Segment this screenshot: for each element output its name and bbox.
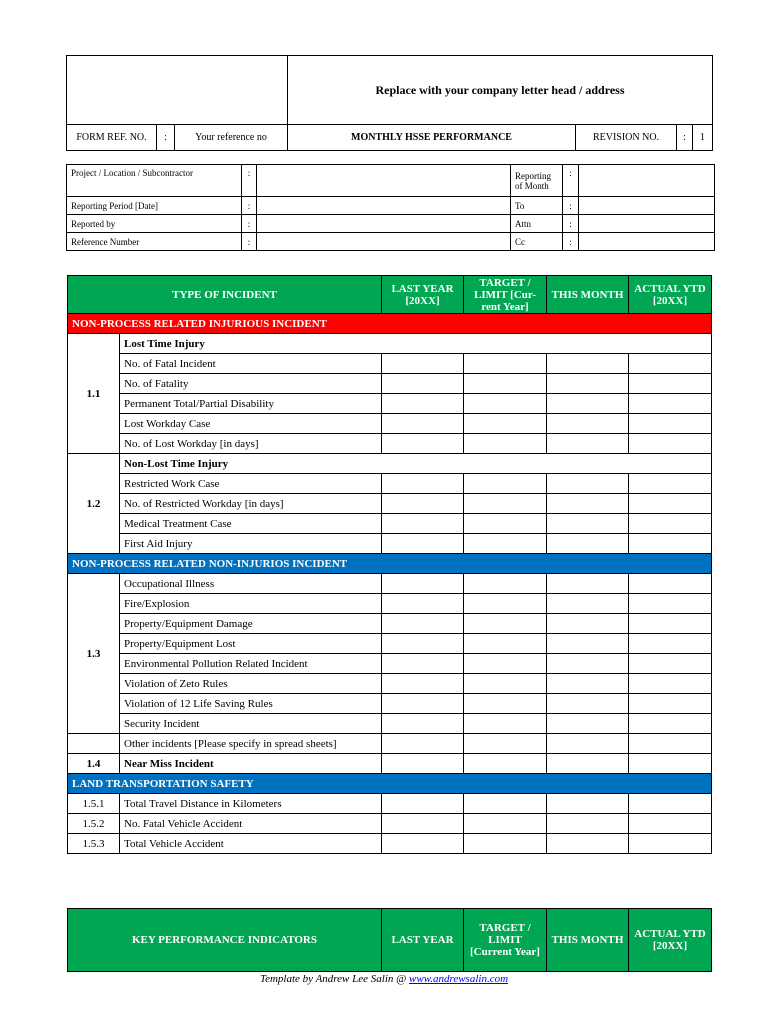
cell-input[interactable] xyxy=(464,734,547,754)
row-label: Other incidents [Please specify in spread sheets] xyxy=(120,734,382,754)
cell-input[interactable] xyxy=(629,394,712,414)
kpi-header-title: KEY PERFORMANCE INDICATORS xyxy=(68,909,382,972)
logo-area xyxy=(67,56,288,125)
cell-input[interactable] xyxy=(629,574,712,594)
cell-input[interactable] xyxy=(464,654,547,674)
cell-input[interactable] xyxy=(547,374,629,394)
header-this-month: THIS MONTH xyxy=(547,276,629,314)
colon: : xyxy=(563,197,579,215)
cell-input[interactable] xyxy=(547,574,629,594)
cell-input[interactable] xyxy=(464,394,547,414)
cell-input[interactable] xyxy=(629,434,712,454)
to-label: To xyxy=(511,197,563,215)
cell-input[interactable] xyxy=(464,474,547,494)
cell-input[interactable] xyxy=(464,614,547,634)
cell-input[interactable] xyxy=(382,674,464,694)
section-non-injurious: NON-PROCESS RELATED NON-INJURIOS INCIDENT xyxy=(68,554,712,574)
cell-input[interactable] xyxy=(464,594,547,614)
row-label: Total Vehicle Accident xyxy=(120,834,382,854)
project-label: Project / Location / Subcontractor xyxy=(67,165,242,197)
cell-input[interactable] xyxy=(382,794,464,814)
subheading-non-lost-time-injury: Non-Lost Time Injury xyxy=(120,454,712,474)
cell-input[interactable] xyxy=(382,514,464,534)
cell-input[interactable] xyxy=(629,514,712,534)
incident-table xyxy=(67,275,712,854)
cell-input[interactable] xyxy=(629,494,712,514)
cell-input[interactable] xyxy=(464,634,547,654)
cell-input[interactable] xyxy=(382,654,464,674)
cc-label: Cc xyxy=(511,233,563,251)
cell-input[interactable] xyxy=(382,734,464,754)
cell-input[interactable] xyxy=(547,414,629,434)
cell-input[interactable] xyxy=(629,814,712,834)
row-label: Lost Workday Case xyxy=(120,414,382,434)
section-injurious: NON-PROCESS RELATED INJURIOUS INCIDENT xyxy=(68,314,712,334)
row-label: Medical Treatment Case xyxy=(120,514,382,534)
cell-input[interactable] xyxy=(629,634,712,654)
cell-input[interactable] xyxy=(464,794,547,814)
cell-input[interactable] xyxy=(382,574,464,594)
cell-input[interactable] xyxy=(629,794,712,814)
header-actual-ytd: ACTUAL YTD [20XX] xyxy=(629,276,712,314)
cell-input[interactable] xyxy=(464,494,547,514)
cell-input[interactable] xyxy=(629,674,712,694)
row-label: First Aid Injury xyxy=(120,534,382,554)
cell-input[interactable] xyxy=(464,694,547,714)
cell-input[interactable] xyxy=(464,574,547,594)
cell-input[interactable] xyxy=(382,474,464,494)
reporting-month-field[interactable] xyxy=(579,165,715,197)
document-title: MONTHLY HSSE PERFORMANCE xyxy=(288,125,576,151)
cell-input[interactable] xyxy=(382,394,464,414)
header-last-year: LAST YEAR [20XX] xyxy=(382,276,464,314)
cell-input[interactable] xyxy=(382,754,464,774)
colon: : xyxy=(242,233,257,251)
colon: : xyxy=(242,165,257,197)
reporting-period-field[interactable] xyxy=(257,197,511,215)
row-number: 1.4 xyxy=(68,754,120,774)
row-number-empty xyxy=(68,734,120,754)
kpi-table xyxy=(67,908,712,972)
cell-input[interactable] xyxy=(382,414,464,434)
revision-label: REVISION NO. xyxy=(576,125,677,151)
reporting-month-label: Reporting of Month xyxy=(511,165,563,197)
cell-input[interactable] xyxy=(547,794,629,814)
cell-input[interactable] xyxy=(629,834,712,854)
cell-input[interactable] xyxy=(547,614,629,634)
cell-input[interactable] xyxy=(629,714,712,734)
cell-input[interactable] xyxy=(464,674,547,694)
row-number: 1.1 xyxy=(68,334,120,454)
colon: : xyxy=(563,233,579,251)
cell-input[interactable] xyxy=(464,434,547,454)
attn-field[interactable] xyxy=(579,215,715,233)
cell-input[interactable] xyxy=(547,354,629,374)
kpi-header-last-year: LAST YEAR xyxy=(382,909,464,972)
cell-input[interactable] xyxy=(547,514,629,534)
cell-input[interactable] xyxy=(547,694,629,714)
colon: : xyxy=(157,125,175,151)
reference-value[interactable]: Your reference no xyxy=(175,125,288,151)
cell-input[interactable] xyxy=(629,694,712,714)
cell-input[interactable] xyxy=(464,354,547,374)
cell-input[interactable] xyxy=(629,734,712,754)
kpi-header-target: TARGET / LIMIT [Current Year] xyxy=(464,909,547,972)
row-number: 1.5.3 xyxy=(68,834,120,854)
reporting-period-label: Reporting Period [Date] xyxy=(67,197,242,215)
subheading-lost-time-injury: Lost Time Injury xyxy=(120,334,712,354)
cell-input[interactable] xyxy=(464,514,547,534)
cell-input[interactable] xyxy=(629,474,712,494)
cell-input[interactable] xyxy=(547,594,629,614)
cell-input[interactable] xyxy=(547,734,629,754)
cell-input[interactable] xyxy=(547,494,629,514)
attn-label: Attn xyxy=(511,215,563,233)
cell-input[interactable] xyxy=(547,434,629,454)
colon: : xyxy=(563,215,579,233)
cell-input[interactable] xyxy=(464,534,547,554)
row-number: 1.5.2 xyxy=(68,814,120,834)
kpi-header-this-month: THIS MONTH xyxy=(547,909,629,972)
reference-number-field[interactable] xyxy=(257,233,511,251)
form-ref-label: FORM REF. NO. xyxy=(67,125,157,151)
cell-input[interactable] xyxy=(547,394,629,414)
cell-input[interactable] xyxy=(629,414,712,434)
colon: : xyxy=(242,215,257,233)
cell-input[interactable] xyxy=(547,714,629,734)
cell-input[interactable] xyxy=(382,434,464,454)
row-label: Security Incident xyxy=(120,714,382,734)
cell-input[interactable] xyxy=(629,654,712,674)
cell-input[interactable] xyxy=(547,654,629,674)
cell-input[interactable] xyxy=(464,714,547,734)
cell-input[interactable] xyxy=(464,754,547,774)
company-letterhead: Replace with your company letter head / address xyxy=(288,56,713,125)
row-label: No. of Fatal Incident xyxy=(120,354,382,374)
project-field[interactable] xyxy=(257,165,511,197)
footer xyxy=(0,973,768,985)
cell-input[interactable] xyxy=(382,534,464,554)
reported-by-label: Reported by xyxy=(67,215,242,233)
row-label: Near Miss Incident xyxy=(120,754,382,774)
row-label: No. of Lost Workday [in days] xyxy=(120,434,382,454)
reported-by-field[interactable] xyxy=(257,215,511,233)
colon: : xyxy=(563,165,579,197)
row-label: Restricted Work Case xyxy=(120,474,382,494)
row-number: 1.3 xyxy=(68,574,120,734)
row-label: Property/Equipment Lost xyxy=(120,634,382,654)
cell-input[interactable] xyxy=(464,374,547,394)
cell-input[interactable] xyxy=(629,534,712,554)
cell-input[interactable] xyxy=(629,754,712,774)
footer-text: Template by Andrew Lee Salin @ xyxy=(259,973,410,985)
row-number: 1.2 xyxy=(68,454,120,554)
row-label: Property/Equipment Damage xyxy=(120,614,382,634)
cell-input[interactable] xyxy=(547,674,629,694)
cell-input[interactable] xyxy=(547,474,629,494)
section-land-transportation: LAND TRANSPORTATION SAFETY xyxy=(68,774,712,794)
row-label: No. of Fatality xyxy=(120,374,382,394)
row-number: 1.5.1 xyxy=(68,794,120,814)
row-label: Total Travel Distance in Kilometers xyxy=(120,794,382,814)
kpi-header-actual-ytd: ACTUAL YTD [20XX] xyxy=(629,909,712,972)
cell-input[interactable] xyxy=(629,374,712,394)
cc-field[interactable] xyxy=(579,233,715,251)
header-type-of-incident: TYPE OF INCIDENT xyxy=(68,276,382,314)
cell-input[interactable] xyxy=(547,634,629,654)
cell-input[interactable] xyxy=(547,754,629,774)
cell-input[interactable] xyxy=(382,814,464,834)
cell-input[interactable] xyxy=(547,834,629,854)
cell-input[interactable] xyxy=(382,494,464,514)
colon: : xyxy=(242,197,257,215)
cell-input[interactable] xyxy=(382,694,464,714)
cell-input[interactable] xyxy=(382,834,464,854)
cell-input[interactable] xyxy=(547,534,629,554)
cell-input[interactable] xyxy=(629,354,712,374)
cell-input[interactable] xyxy=(382,594,464,614)
report-info xyxy=(66,164,715,251)
cell-input[interactable] xyxy=(464,834,547,854)
row-label: Fire/Explosion xyxy=(120,594,382,614)
cell-input[interactable] xyxy=(629,614,712,634)
row-label: Permanent Total/Partial Disability xyxy=(120,394,382,414)
cell-input[interactable] xyxy=(464,814,547,834)
row-label: Occupational Illness xyxy=(120,574,382,594)
reference-number-label: Reference Number xyxy=(67,233,242,251)
cell-input[interactable] xyxy=(382,614,464,634)
cell-input[interactable] xyxy=(382,634,464,654)
form-header xyxy=(66,55,713,151)
row-label: No. Fatal Vehicle Accident xyxy=(120,814,382,834)
cell-input[interactable] xyxy=(382,354,464,374)
colon: : xyxy=(677,125,693,151)
footer-link[interactable]: www.andrewsalin.com xyxy=(409,973,509,985)
revision-value[interactable]: 1 xyxy=(693,125,713,151)
cell-input[interactable] xyxy=(382,374,464,394)
cell-input[interactable] xyxy=(464,414,547,434)
header-target: TARGET / LIMIT [Cur-rent Year] xyxy=(464,276,547,314)
row-label: No. of Restricted Workday [in days] xyxy=(120,494,382,514)
row-label: Violation of 12 Life Saving Rules xyxy=(120,694,382,714)
row-label: Violation of Zeto Rules xyxy=(120,674,382,694)
cell-input[interactable] xyxy=(547,814,629,834)
cell-input[interactable] xyxy=(629,594,712,614)
row-label: Environmental Pollution Related Incident xyxy=(120,654,382,674)
cell-input[interactable] xyxy=(382,714,464,734)
to-field[interactable] xyxy=(579,197,715,215)
